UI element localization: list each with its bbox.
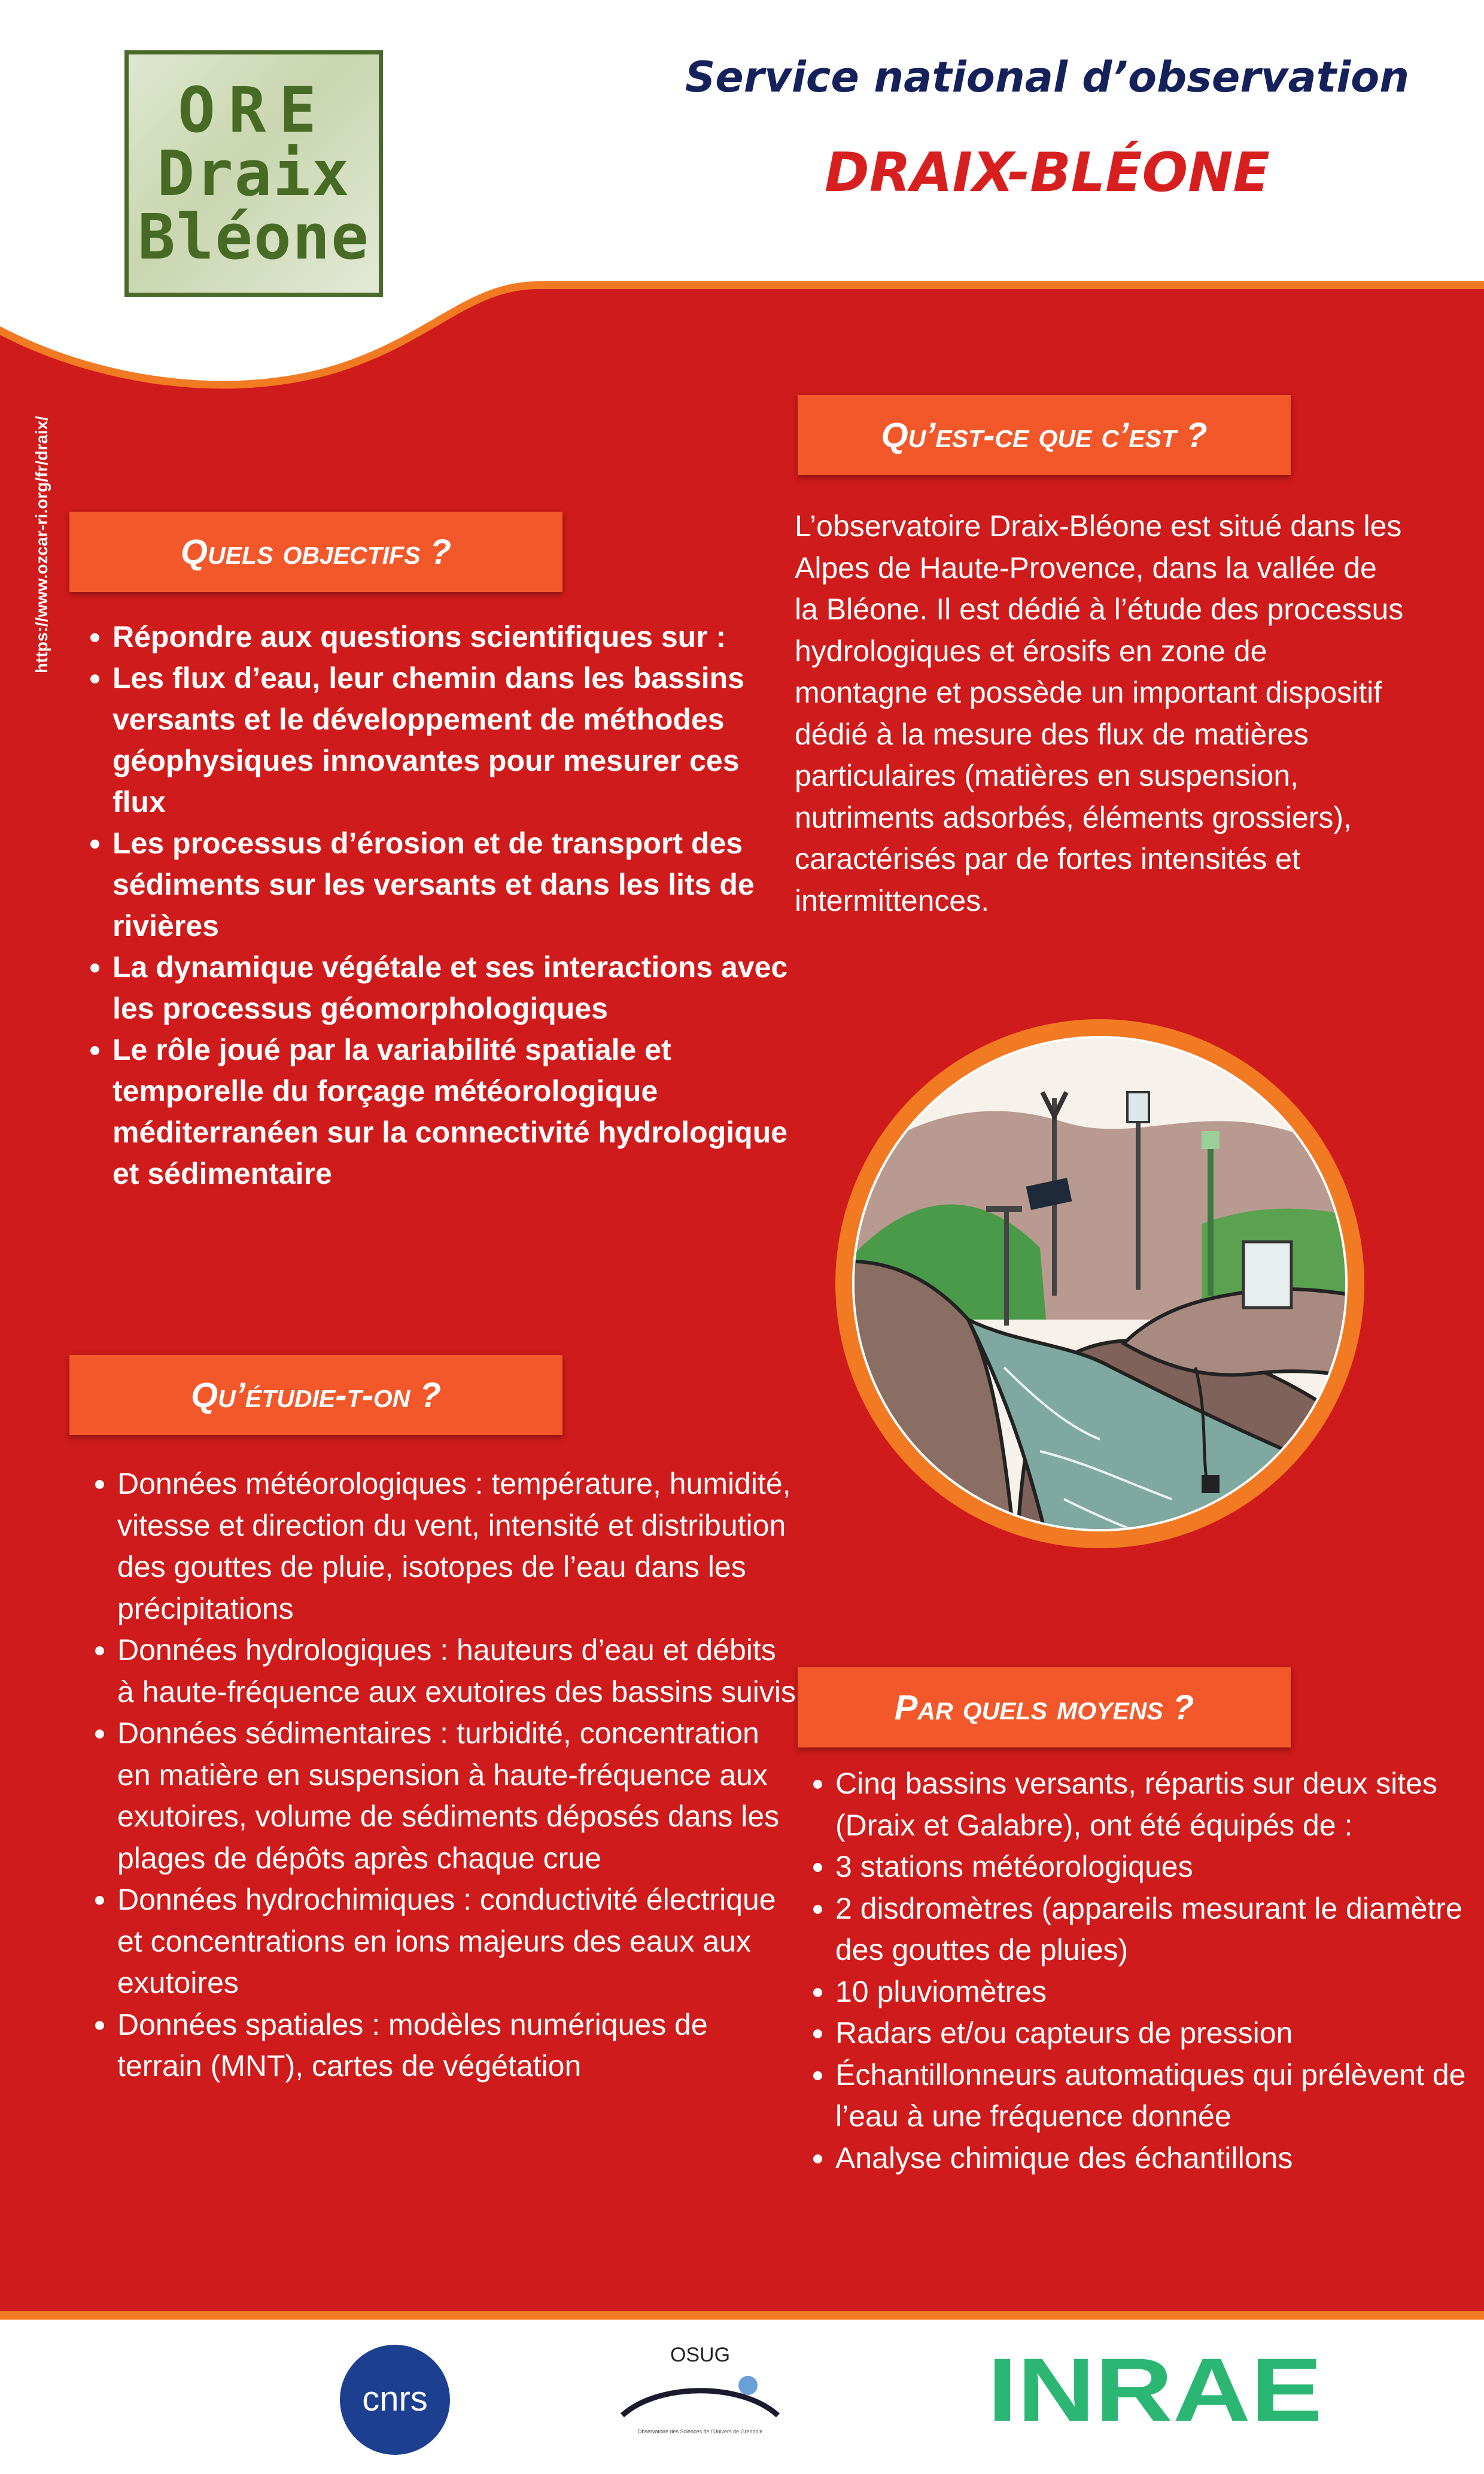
list-item: • Données spatiales : modèles numériques de terrain (MNT), cartes de végétation [117,2004,799,2087]
osug-caption: Observatoire des Sciences de l’Univers de Grenoble [637,2429,763,2435]
section-title-what: Qu’est-ce que c’est ? [798,395,1291,475]
osug-logo [610,2338,790,2451]
list-item: • Répondre aux questions scientifiques sur : [112,616,795,658]
osug-logo-text: OSUG [670,2344,731,2366]
what-description: L’observatoire Draix-Bléone est situé dans les Alpes de Haute-Provence, dans la vallée de la Bléone. Il est dédié à l’étude des processus hydrologiques et érosifs en zone de montagne et possède un important dispositif dédié à la mesure des flux de matières particulaires (matières en suspension, nutriments adsorbés, éléments grossiers), caractérisés par de fortes intensités et intermittences. [795,509,1404,917]
list-item: • 3 stations météorologiques [835,1846,1470,1888]
section-title-means: Par quels moyens ? [798,1667,1291,1747]
list-item: • Données hydrologiques : hauteurs d’eau et débits à haute-fréquence aux exutoires des bassins suivis [117,1630,799,1713]
logo-line-bleone: Bléone [138,200,370,274]
inrae-logo [981,2343,1328,2439]
list-item: • Analyse chimique des échantillons [835,2138,1470,2180]
list-item: • La dynamique végétale et ses interactions avec les processus géomorphologiques [112,947,795,1029]
cnrs-logo-text: cnrs [362,2379,428,2418]
list-item: • Cinq bassins versants, répartis sur deux sites (Draix et Galabre), ont été équipés de : [835,1763,1470,1846]
means-list [789,1763,1470,2179]
list-item: • 10 pluviomètres [835,1971,1470,2013]
study-list [71,1463,799,2087]
list-item: • Données sédimentaires : turbidité, concentration en matière en suspension à haute-fréquence aux exutoires, volume de sédiments déposés dans les plages de dépôts après chaque crue [117,1713,799,1879]
observatory-illustration [789,1008,1411,1559]
list-item: • Les processus d’érosion et de transport des sédiments sur les versants et dans les lits de rivières [112,823,795,947]
list-item: • Le rôle joué par la variabilité spatiale et temporelle du forçage météorologique méditerranéen sur la connectivité hydrologique et sédimentaire [112,1029,795,1195]
ore-draix-bleone-logo [124,50,383,297]
inrae-logo-text: INRAE [987,2343,1322,2439]
logo-line-ore: ORE [178,73,330,147]
footer-divider [0,2311,1484,2320]
list-item: • Échantillonneurs automatiques qui prélèvent de l’eau à une fréquence donnée [835,2054,1470,2138]
cnrs-logo [335,2340,455,2460]
list-item: • Radars et/ou capteurs de pression [835,2013,1470,2054]
section-title-objectives: Quels objectifs ? [69,512,562,592]
list-item: • Données météorologiques : température, humidité, vitesse et direction du vent, intensité et distribution des gouttes de pluie, isotopes de l’eau dans les précipitations [117,1463,799,1630]
section-title-study: Qu’étudie-t-on ? [69,1355,562,1435]
logo-line-draix: Draix [157,136,351,210]
list-item: • Les flux d’eau, leur chemin dans les bassins versants et le développement de méthodes géophysiques innovantes pour mesurer ces flux [112,658,795,823]
side-url-text: https://www.ozcar-ri.org/fr/draix/ [32,416,51,673]
list-item: • 2 disdromètres (appareils mesurant le diamètre des gouttes de pluies) [835,1888,1470,1971]
list-item: • Données hydrochimiques : conductivité électrique et concentrations en ions majeurs des eaux aux exutoires [117,1879,799,2004]
objectives-list [66,616,795,1195]
page-title: DRAIX-BLÉONE [825,141,1270,204]
header-subtitle: Service national d’observation [685,53,1410,102]
